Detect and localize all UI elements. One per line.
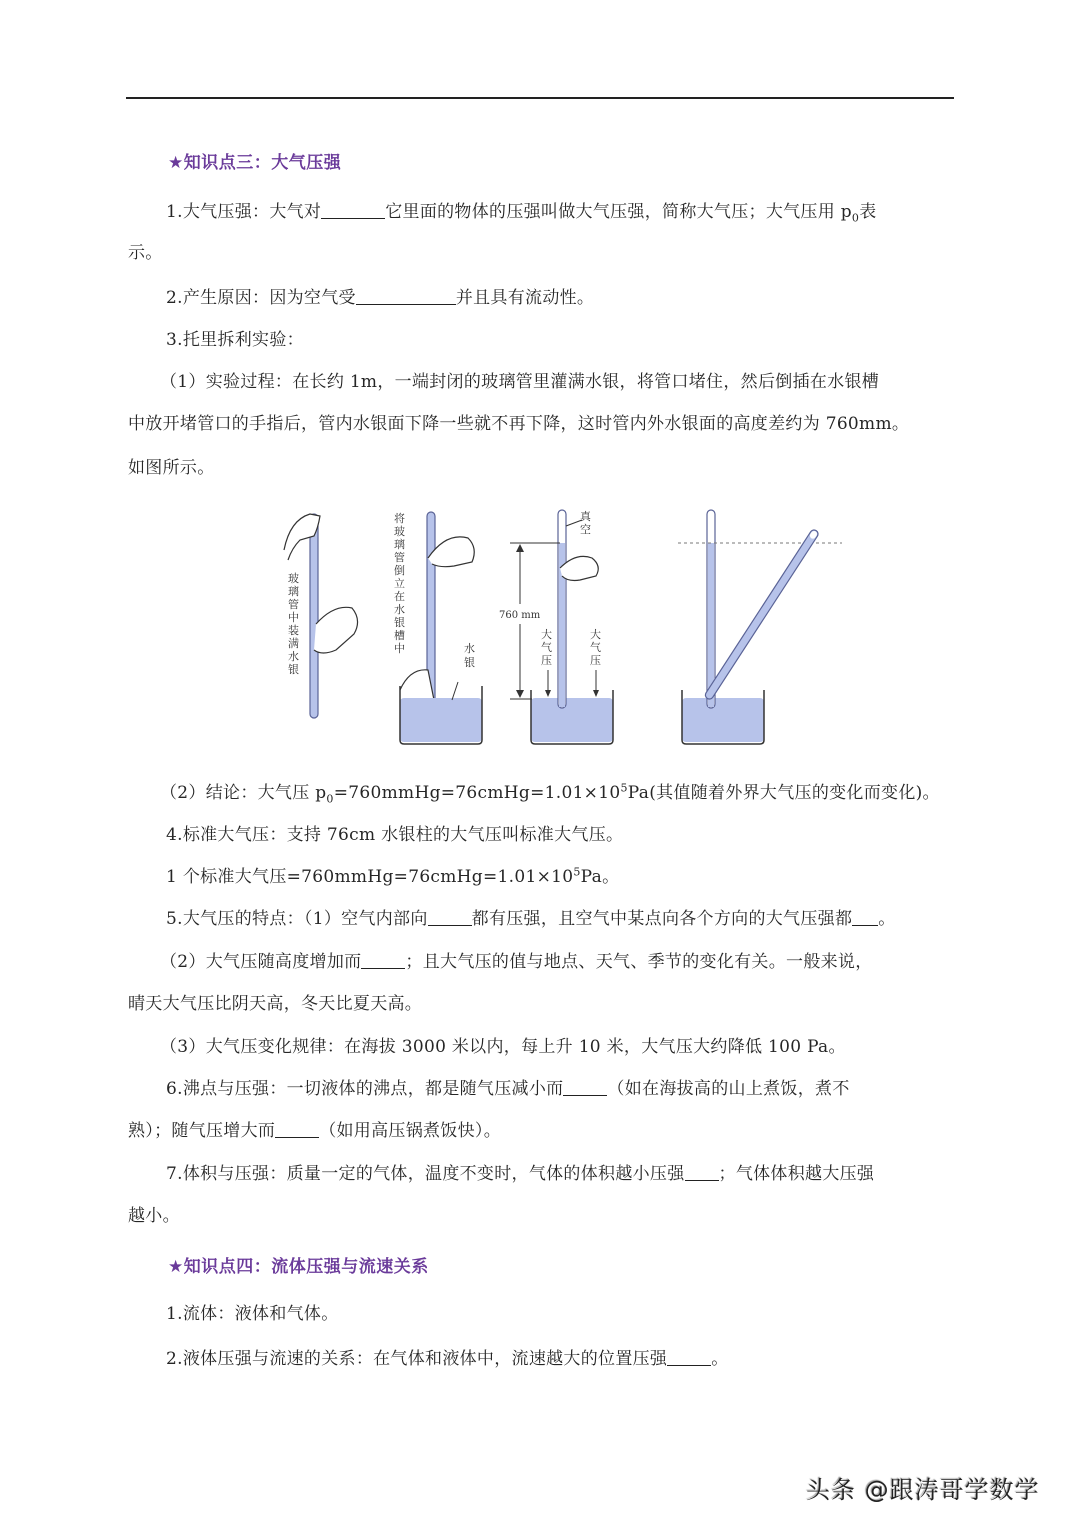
text: 熟）；随气压增大而	[128, 1121, 276, 1141]
text: 它里面的物体的压强叫做大气压强，简称大气压；大气压用 p	[385, 202, 852, 222]
svg-text:玻: 玻	[394, 525, 405, 538]
svg-text:倒: 倒	[394, 564, 405, 577]
svg-text:空: 空	[580, 523, 591, 536]
svg-text:管: 管	[394, 551, 405, 564]
text: （如用高压锅煮饭快）。	[319, 1121, 502, 1141]
text: Pa。	[580, 867, 620, 887]
svg-text:压: 压	[590, 654, 601, 667]
text: ；且大气压的值与地点、天气、季节的变化有关。一般来说，	[405, 952, 873, 972]
paragraph-4-b	[166, 862, 619, 887]
text: 2.液体压强与流速的关系：在气体和液体中，流速越大的位置压强	[166, 1349, 668, 1369]
svg-text:水: 水	[464, 642, 475, 655]
text: （2）大气压随高度增加而	[160, 952, 362, 972]
paragraph-3-1: （1）实验过程：在长约 1m，一端封闭的玻璃管里灌满水银，将管口堵住，然后倒插在水银槽	[160, 372, 880, 392]
svg-text:璃: 璃	[288, 585, 299, 598]
paragraph-7	[166, 1159, 874, 1184]
text: 都有压强，且空气中某点向各个方向的大气压强都	[471, 909, 853, 929]
svg-text:玻: 玻	[288, 572, 299, 585]
paragraph-6	[166, 1074, 850, 1099]
svg-text:管: 管	[288, 598, 299, 611]
fill-blank[interactable]	[667, 1348, 711, 1366]
text: （2）结论：大气压 p	[160, 783, 327, 803]
svg-text:银: 银	[464, 656, 475, 669]
paragraph-3-2	[160, 778, 940, 805]
svg-text:银: 银	[288, 663, 299, 676]
svg-text:大: 大	[541, 628, 552, 641]
svg-text:装: 装	[288, 624, 299, 637]
svg-text:槽: 槽	[394, 629, 405, 642]
fill-blank[interactable]	[361, 951, 405, 969]
paragraph-4: 4.标准大气压：支持 76cm 水银柱的大气压叫标准大气压。	[166, 825, 624, 845]
fill-blank[interactable]	[563, 1078, 607, 1096]
paragraph-5	[166, 904, 896, 929]
paragraph-3-1-cont: 中放开堵管口的手指后，管内水银面下降一些就不再下降，这时管内外水银面的高度差约为 760mm。	[128, 414, 910, 434]
superscript: 5	[573, 865, 581, 879]
paragraph-1-cont: 示。	[128, 243, 163, 263]
text: 2.产生原因：因为空气受	[166, 288, 356, 308]
fill-blank[interactable]	[685, 1163, 719, 1181]
text: 5.大气压的特点：（1）空气内部向	[166, 909, 428, 929]
svg-text:将: 将	[394, 512, 405, 525]
text: =760mmHg=76cmHg=1.01×10	[333, 783, 621, 803]
subscript: 0	[326, 792, 334, 806]
section4-paragraph-1: 1.流体：液体和气体。	[166, 1304, 339, 1324]
svg-text:水: 水	[394, 603, 405, 616]
paragraph-5-2	[160, 947, 873, 972]
text: 6.沸点与压强：一切液体的沸点，都是随气压减小而	[166, 1079, 564, 1099]
superscript: 5	[620, 781, 628, 795]
paragraph-7-cont: 越小。	[128, 1206, 180, 1226]
text: ；气体体积越大压强	[718, 1164, 875, 1184]
fill-blank[interactable]	[321, 201, 385, 219]
svg-text:气: 气	[541, 641, 552, 654]
svg-text:760 mm: 760 mm	[499, 610, 541, 621]
text: Pa(其值随着外界大气压的变化而变化)。	[627, 783, 940, 803]
text: 1.大气压强：大气对	[166, 202, 322, 222]
fill-blank[interactable]	[852, 908, 878, 926]
fill-blank[interactable]	[356, 287, 456, 305]
paragraph-1	[166, 197, 877, 224]
text: 。	[711, 1349, 729, 1369]
fill-blank[interactable]	[275, 1120, 319, 1138]
header-rule	[126, 97, 954, 99]
text: （如在海拔高的山上煮饭，煮不	[607, 1079, 850, 1099]
svg-text:压: 压	[541, 654, 552, 667]
paragraph-3-1-cont2: 如图所示。	[128, 458, 215, 478]
svg-text:在: 在	[394, 590, 405, 603]
paragraph-6-cont	[128, 1116, 501, 1141]
paragraph-3: 3.托里拆利实验：	[166, 330, 304, 350]
svg-text:中: 中	[288, 611, 299, 624]
svg-text:满: 满	[288, 637, 299, 650]
subscript: 0	[851, 211, 860, 225]
section4-heading: ★知识点四：流体压强与流速关系	[168, 1257, 429, 1277]
paragraph-2	[166, 283, 594, 308]
svg-text:立: 立	[394, 577, 405, 590]
paragraph-5-2-cont: 晴天大气压比阴天高，冬天比夏天高。	[128, 994, 423, 1014]
text: 表	[859, 202, 877, 222]
svg-text:中: 中	[394, 642, 405, 655]
text: 并且具有流动性。	[455, 288, 595, 308]
svg-text:璃: 璃	[394, 538, 405, 551]
svg-text:大: 大	[590, 628, 601, 641]
fill-blank[interactable]	[428, 908, 472, 926]
section3-heading: ★知识点三：大气压强	[168, 153, 342, 173]
svg-text:银: 银	[394, 616, 405, 629]
watermark: 头条 @跟涛哥学数学	[806, 1476, 1040, 1504]
section4-paragraph-2	[166, 1344, 729, 1369]
svg-text:真: 真	[580, 510, 591, 523]
svg-text:水: 水	[288, 650, 299, 663]
paragraph-5-3: （3）大气压变化规律：在海拔 3000 米以内，每上升 10 米，大气压大约降低 100 Pa。	[160, 1037, 846, 1057]
torricelli-figure	[270, 500, 860, 760]
text: 7.体积与压强：质量一定的气体，温度不变时，气体的体积越小压强	[166, 1164, 685, 1184]
text: 。	[878, 909, 896, 929]
svg-text:气: 气	[590, 641, 601, 654]
text: 1 个标准大气压=760mmHg=76cmHg=1.01×10	[166, 867, 574, 887]
